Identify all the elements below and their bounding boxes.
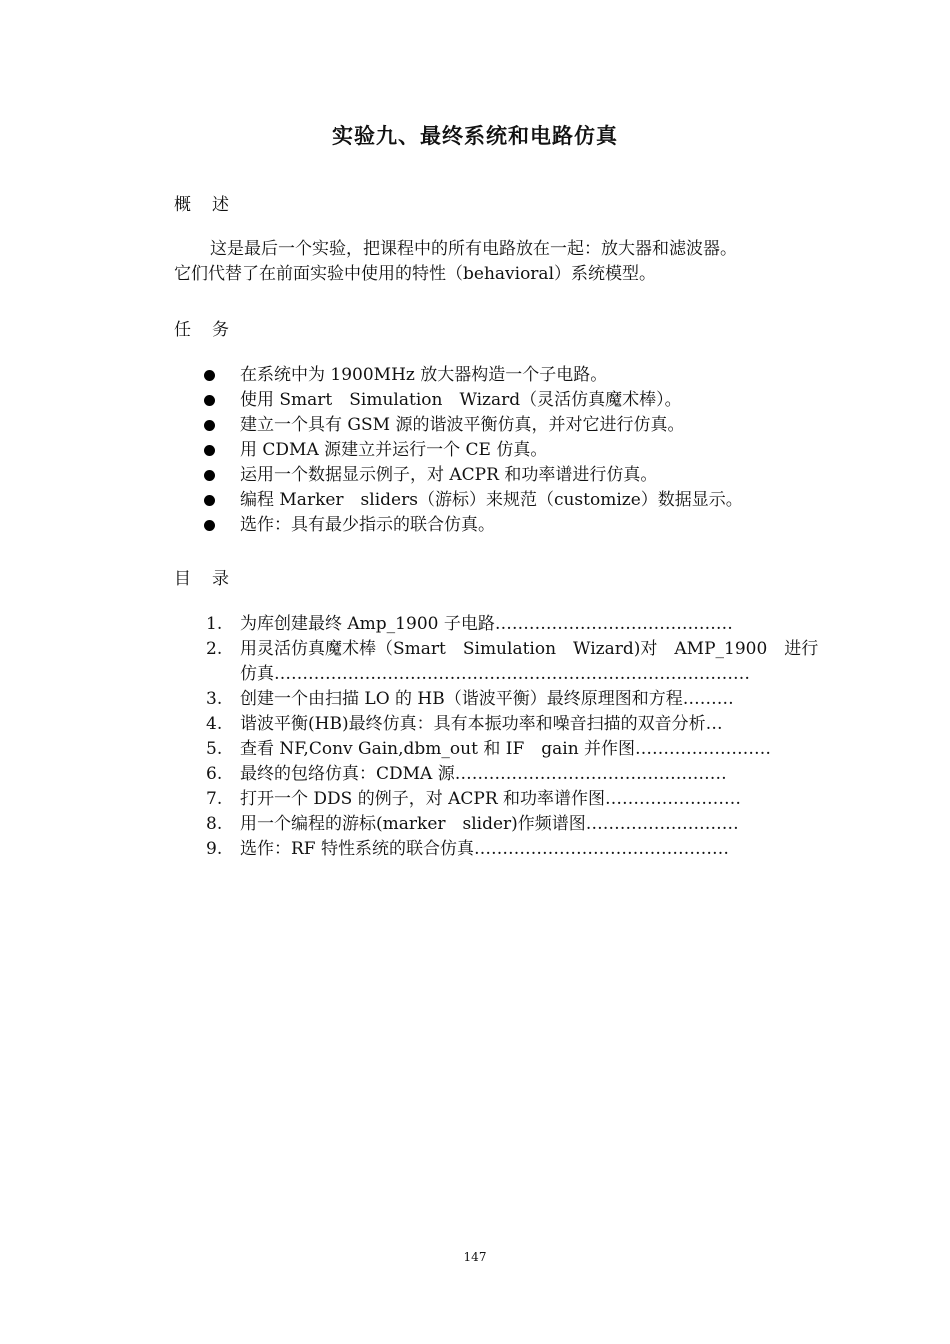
bullet-icon xyxy=(204,445,215,456)
list-item xyxy=(200,488,743,513)
toc-number: 6. xyxy=(206,764,223,784)
list-item xyxy=(200,463,743,488)
list-item xyxy=(200,388,743,413)
toc-item xyxy=(206,637,819,687)
toc-entry: 查看 NF,Conv Gain,dbm_out 和 IF gain 并作图…………………… xyxy=(240,739,772,759)
contents-heading: 目 录 xyxy=(174,569,231,589)
overview-line-2: 它们代替了在前面实验中使用的特性（behavioral）系统模型。 xyxy=(174,264,657,284)
task-text: 选作：具有最少指示的联合仿真。 xyxy=(240,515,495,535)
bullet-icon xyxy=(204,520,215,531)
bullet-icon xyxy=(204,420,215,431)
bullet-icon xyxy=(204,370,215,381)
toc-item xyxy=(206,712,806,737)
page-number: 147 xyxy=(463,1250,487,1264)
overview-heading: 概 述 xyxy=(174,195,231,215)
toc-entry: 打开一个 DDS 的例子，对 ACPR 和功率谱作图…………………… xyxy=(240,789,742,809)
toc-entry: 为库创建最终 Amp_1900 子电路…………………………………… xyxy=(240,614,733,634)
toc-number: 5. xyxy=(206,739,223,759)
table-of-contents xyxy=(206,612,819,862)
bullet-icon xyxy=(204,495,215,506)
task-text: 运用一个数据显示例子，对 ACPR 和功率谱进行仿真。 xyxy=(240,465,658,485)
toc-item xyxy=(206,762,806,787)
toc-item xyxy=(206,787,806,812)
toc-number: 7. xyxy=(206,789,223,809)
toc-number: 1. xyxy=(206,614,223,634)
toc-entry: 用一个编程的游标(marker slider)作频谱图……………………… xyxy=(240,814,739,834)
toc-entry: 用灵活仿真魔术棒（Smart Simulation Wizard)对 AMP_1900 进行 xyxy=(240,639,819,659)
toc-entry-continued: 仿真………………………………………………………………………… xyxy=(240,664,750,684)
task-text: 使用 Smart Simulation Wizard（灵活仿真魔术棒）。 xyxy=(240,390,682,410)
task-text: 在系统中为 1900MHz 放大器构造一个子电路。 xyxy=(240,365,608,385)
task-text: 用 CDMA 源建立并运行一个 CE 仿真。 xyxy=(240,440,548,460)
toc-number: 4. xyxy=(206,714,223,734)
toc-entry: 选作：RF 特性系统的联合仿真……………………………………… xyxy=(240,839,729,859)
toc-number: 9. xyxy=(206,839,223,859)
toc-entry: 谐波平衡(HB)最终仿真：具有本振功率和噪音扫描的双音分析… xyxy=(240,714,723,734)
list-item xyxy=(200,513,743,538)
toc-item xyxy=(206,812,806,837)
task-text: 建立一个具有 GSM 源的谐波平衡仿真，并对它进行仿真。 xyxy=(240,415,685,435)
list-item xyxy=(200,438,743,463)
toc-item xyxy=(206,687,806,712)
toc-number: 2. xyxy=(206,639,223,659)
bullet-icon xyxy=(204,470,215,481)
overview-paragraph xyxy=(174,237,814,287)
page-title: 实验九、最终系统和电路仿真 xyxy=(332,124,618,148)
task-text: 编程 Marker sliders（游标）来规范（customize）数据显示。 xyxy=(240,490,743,510)
toc-entry: 创建一个由扫描 LO 的 HB（谐波平衡）最终原理图和方程……… xyxy=(240,689,734,709)
toc-entry: 最终的包络仿真：CDMA 源………………………………………… xyxy=(240,764,727,784)
list-item xyxy=(200,363,743,388)
toc-number: 8. xyxy=(206,814,223,834)
toc-number: 3. xyxy=(206,689,223,709)
tasks-list xyxy=(200,363,743,538)
toc-item xyxy=(206,737,806,762)
toc-item xyxy=(206,837,806,862)
list-item xyxy=(200,413,743,438)
overview-line-1: 这是最后一个实验，把课程中的所有电路放在一起：放大器和滤波器。 xyxy=(210,239,737,259)
bullet-icon xyxy=(204,395,215,406)
toc-item xyxy=(206,612,806,637)
tasks-heading: 任 务 xyxy=(174,320,231,340)
